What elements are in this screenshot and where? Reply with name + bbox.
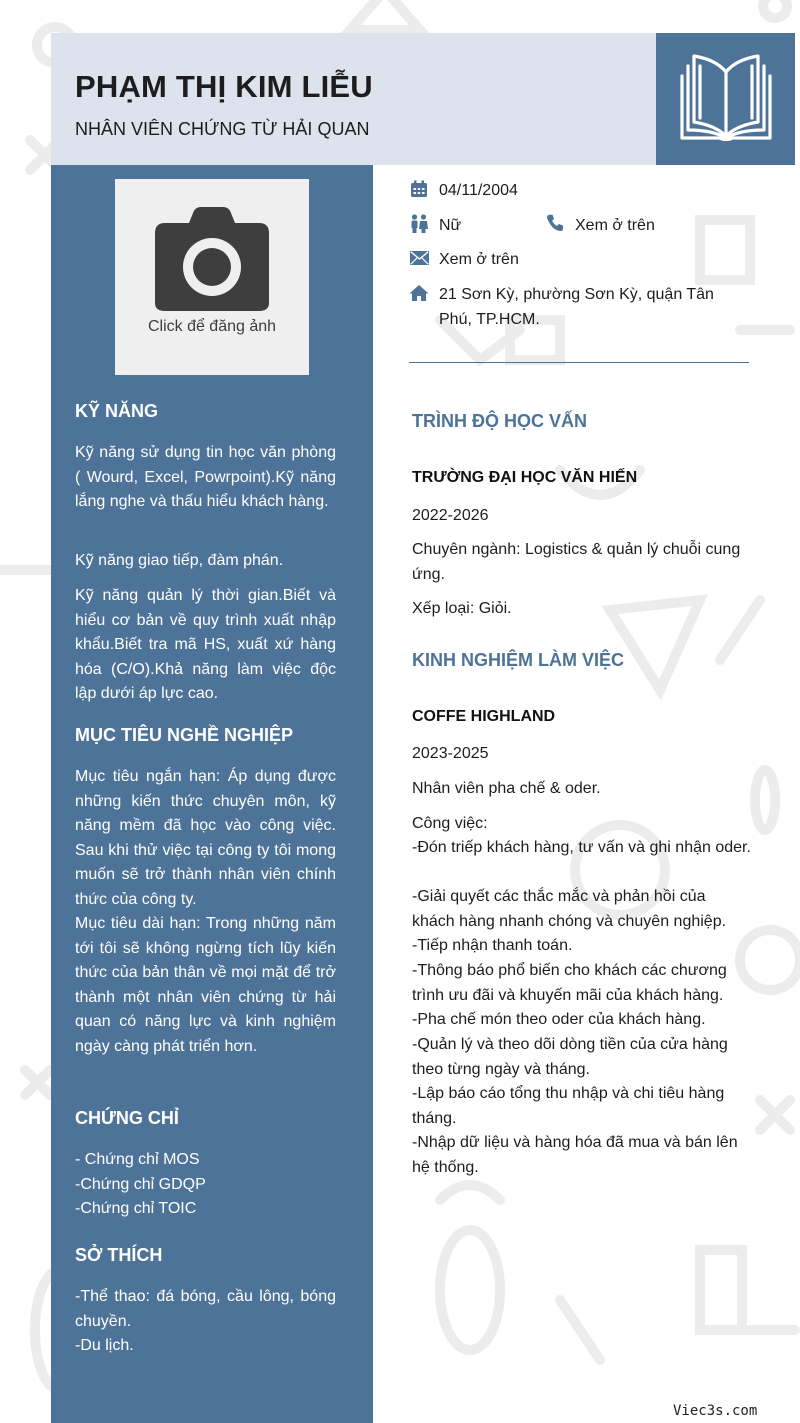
education-heading: TRÌNH ĐỘ HỌC VẤN: [412, 411, 587, 431]
objective-long-term: Mục tiêu dài hạn: Trong những năm tới tôi sẽ không ngừng tích lũy kiến thức của bản thân về mọi mặt để trở thành một nhân viên chứng từ hải quan có năng lực và kinh nghiệm ngày càng phát triển hơn.: [75, 915, 336, 1055]
skills-paragraph-3: Kỹ năng quản lý thời gian.Biết và hiểu cơ bản về quy trình xuất nhập khẩu.Biết tra mã HS, xuất xứ hàng hóa (C/O).Khả năng làm việc độc lập dưới áp lực cao.: [75, 587, 336, 702]
open-book-icon: [678, 52, 774, 144]
skills-heading: KỸ NĂNG: [75, 401, 159, 421]
experience-heading: KINH NGHIỆM LÀM VIỆC: [412, 650, 625, 670]
experience-position: Nhân viên pha chế & oder.: [412, 780, 601, 797]
skills-paragraph-1: Kỹ năng sử dụng tin học văn phòng ( Wourd, Excel, Powrpoint).Kỹ năng lắng nghe và thấu hiểu khách hàng.: [75, 444, 336, 510]
camera-icon: [153, 207, 271, 311]
hobbies-paragraph-1: -Thể thao: đá bóng, cầu lông, bóng chuyền.: [75, 1288, 336, 1330]
gender: Nữ: [439, 217, 462, 234]
duty-item: -Giải quyết các thắc mắc và phản hồi của khách hàng nhanh chóng và chuyên nghiệp.: [412, 888, 727, 930]
phone: Xem ở trên: [575, 217, 655, 234]
phone-icon: [546, 214, 564, 232]
address-line-2: Phú, TP.HCM.: [439, 311, 540, 328]
company-name: COFFE HIGHLAND: [412, 708, 556, 725]
hobbies-paragraph-2: -Du lịch.: [75, 1337, 134, 1354]
header-banner: [51, 33, 656, 165]
sidebar: [51, 165, 373, 1423]
job-title: NHÂN VIÊN CHỨNG TỪ HẢI QUAN: [75, 119, 370, 139]
education-grade: Xếp loại: Giỏi.: [412, 600, 512, 617]
candidate-name: PHẠM THỊ KIM LIỄU: [75, 69, 373, 104]
section-divider: [409, 362, 749, 363]
gender-icon: [410, 214, 428, 234]
birthday: 04/11/2004: [439, 182, 518, 199]
calendar-icon: [410, 180, 428, 198]
education-period: 2022-2026: [412, 507, 489, 524]
address-line-1: 21 Sơn Kỳ, phường Sơn Kỳ, quận Tân: [439, 286, 714, 303]
photo-caption: Click để đăng ảnh: [147, 318, 277, 335]
objective-heading: MỤC TIÊU NGHỀ NGHIỆP: [75, 725, 294, 745]
email-icon: [410, 251, 429, 265]
certificate-item: - Chứng chỉ MOS: [75, 1151, 200, 1168]
duty-item: -Pha chế món theo oder của khách hàng.: [412, 1011, 706, 1028]
certificate-item: -Chứng chỉ GDQP: [75, 1176, 206, 1193]
watermark: Viec3s.com: [673, 1403, 758, 1419]
hobbies-heading: SỞ THÍCH: [75, 1245, 163, 1265]
education-major: Chuyên ngành: Logistics & quản lý chuỗi cung ứng.: [412, 541, 741, 583]
duties-title: Công việc:: [412, 815, 488, 832]
objective-short-term: Mục tiêu ngắn hạn: Áp dụng được những kiến thức chuyên môn, kỹ năng mềm đã học vào công việc. Sau khi thử việc tại công ty tôi mong muốn sẽ trở thành nhân viên chính thức của công ty.: [75, 768, 336, 908]
duty-item: -Lập báo cáo tổng thu nhập và chi tiêu hàng tháng.: [412, 1085, 725, 1127]
duty-item: -Đón triếp khách hàng, tư vấn và ghi nhận oder.: [412, 839, 751, 856]
duty-item: -Tiếp nhận thanh toán.: [412, 937, 573, 954]
experience-period: 2023-2025: [412, 745, 489, 762]
certificates-heading: CHỨNG CHỈ: [75, 1108, 179, 1128]
skills-paragraph-2: Kỹ năng giao tiếp, đàm phán.: [75, 552, 284, 569]
home-icon: [409, 284, 429, 302]
duty-item: -Quản lý và theo dõi dòng tiền của cửa hàng theo từng ngày và tháng.: [412, 1036, 728, 1078]
photo-upload[interactable]: [115, 179, 309, 375]
duty-item: -Thông báo phổ biến cho khách các chương trình ưu đãi và khuyến mãi của khách hàng.: [412, 962, 727, 1004]
header-icon-box: [656, 33, 795, 165]
certificate-item: -Chứng chỉ TOIC: [75, 1200, 197, 1217]
school-name: TRƯỜNG ĐẠI HỌC VĂN HIẾN: [412, 469, 638, 486]
duty-item: -Nhập dữ liệu và hàng hóa đã mua và bán lên hệ thống.: [412, 1134, 738, 1176]
email: Xem ở trên: [439, 251, 519, 268]
